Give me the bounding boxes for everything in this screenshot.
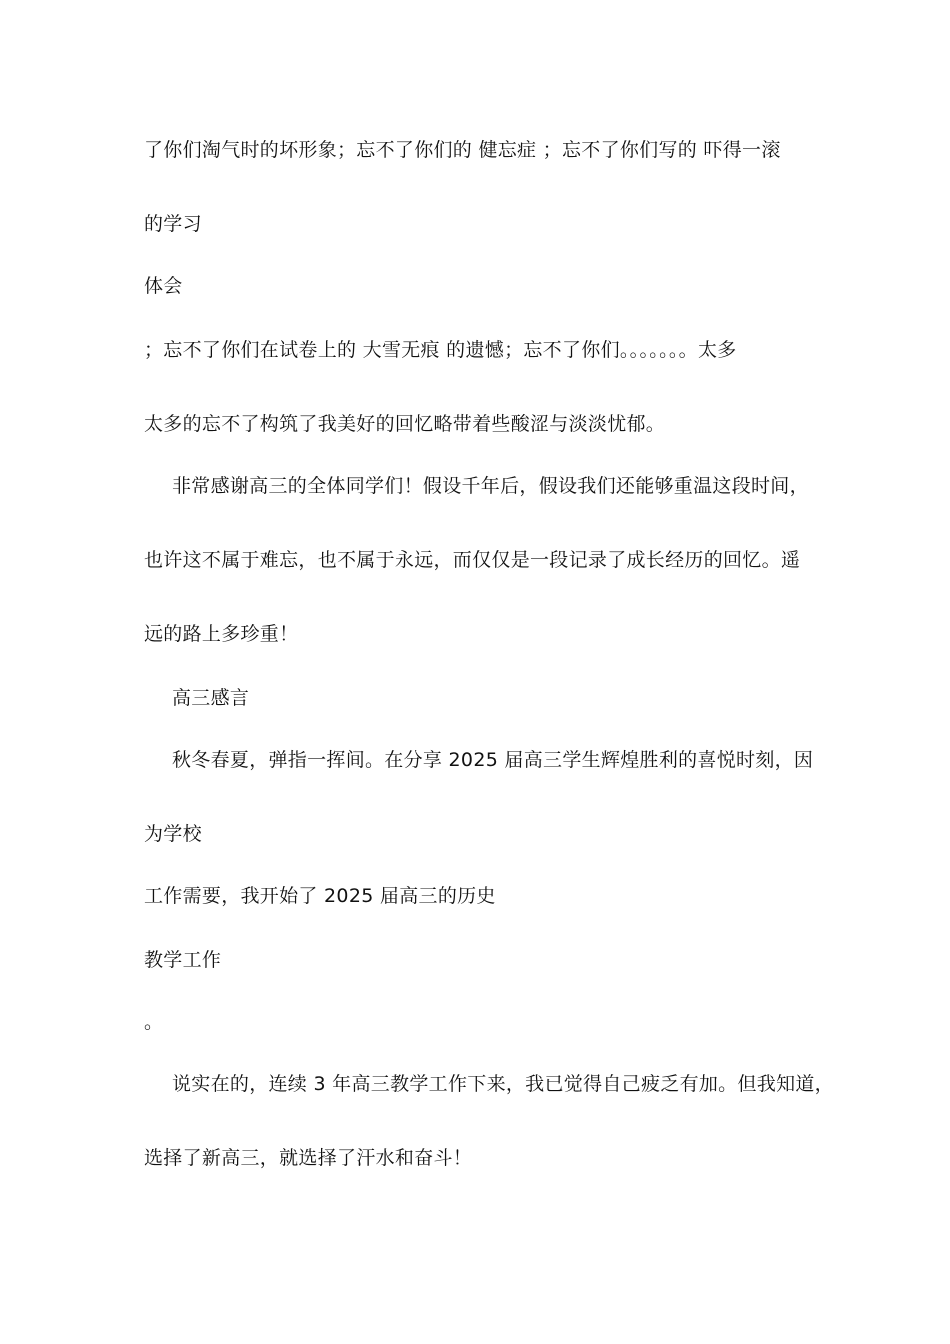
paragraph-thanks-line-2: 也许这不属于难忘，也不属于永远，而仅仅是一段记录了成长经历的回忆。遥 bbox=[144, 549, 801, 571]
text-line-4: ；忘不了你们在试卷上的 大雪无痕 的遗憾；忘不了你们。。。。。。。太多 bbox=[144, 339, 737, 361]
text-line-1: 了你们淘气时的坏形象；忘不了你们的 健忘症 ；忘不了你们写的 吓得一滚 bbox=[144, 139, 781, 161]
text-line-3: 体会 bbox=[144, 275, 183, 297]
paragraph-honest-line-1: 说实在的，连续 3 年高三教学工作下来，我已觉得自己疲乏有加。但我知道， bbox=[172, 1073, 834, 1095]
text-line-2: 的学习 bbox=[144, 213, 202, 235]
text-line-5: 太多的忘不了构筑了我美好的回忆略带着些酸涩与淡淡忧郁。 bbox=[144, 413, 666, 435]
paragraph-thanks-line-3: 远的路上多珍重！ bbox=[144, 623, 299, 645]
paragraph-honest-line-2: 选择了新高三，就选择了汗水和奋斗！ bbox=[144, 1147, 473, 1169]
section-heading: 高三感言 bbox=[172, 687, 250, 709]
paragraph-thanks-line-1: 非常感谢高三的全体同学们！假设千年后，假设我们还能够重温这段时间， bbox=[172, 475, 809, 497]
paragraph-autumn-line-3: 工作需要，我开始了 2025 届高三的历史 bbox=[144, 885, 496, 907]
paragraph-autumn-line-4: 教学工作 bbox=[144, 949, 222, 971]
paragraph-autumn-line-2: 为学校 bbox=[144, 823, 202, 845]
paragraph-autumn-line-5: 。 bbox=[144, 1011, 164, 1033]
paragraph-autumn-line-1: 秋冬春夏，弹指一挥间。在分享 2025 届高三学生辉煌胜利的喜悦时刻，因 bbox=[172, 749, 814, 771]
